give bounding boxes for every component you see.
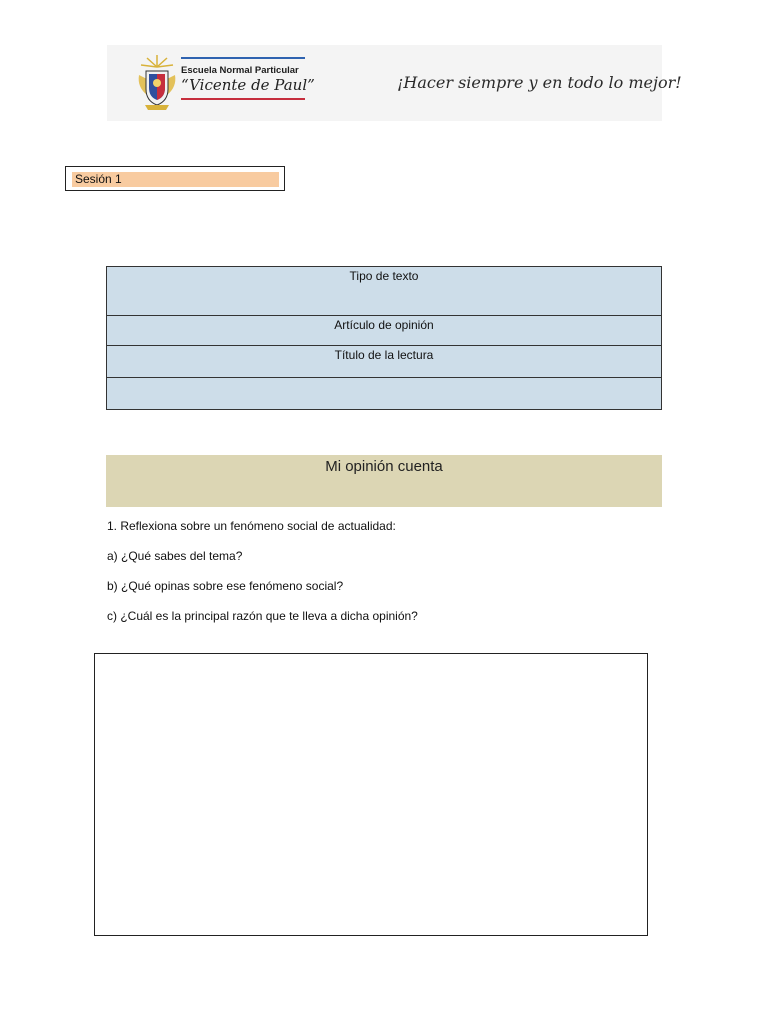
banner-blue-line: [181, 57, 305, 59]
header-banner: [107, 45, 682, 121]
session-box: [65, 166, 285, 191]
school-motto: ¡Hacer siempre y en todo lo mejor!: [397, 73, 682, 92]
table-row: [107, 316, 662, 346]
table-cell-text-type: Tipo de texto: [107, 267, 662, 316]
school-crest-icon: [135, 53, 179, 113]
school-identity: [181, 57, 315, 100]
section-heading: Mi opinión cuenta: [106, 455, 662, 507]
table-row: [107, 346, 662, 378]
table-cell-text-type-value: Artículo de opinión: [107, 316, 662, 346]
session-label: Sesión 1: [72, 172, 279, 187]
reading-info-table: [106, 266, 662, 410]
question-item: b) ¿Qué opinas sobre ese fenómeno social?: [107, 579, 344, 593]
question-item: c) ¿Cuál es la principal razón que te lleva a dicha opinión?: [107, 609, 418, 623]
banner-red-line: [181, 98, 305, 100]
table-row: [107, 267, 662, 316]
question-item: a) ¿Qué sabes del tema?: [107, 549, 243, 563]
table-cell-reading-title-value[interactable]: [107, 378, 662, 410]
school-subtitle: “Vicente de Paul”: [181, 76, 315, 94]
table-cell-reading-title: Título de la lectura: [107, 346, 662, 378]
school-name: Escuela Normal Particular: [181, 65, 299, 76]
question-item: 1. Reflexiona sobre un fenómeno social de actualidad:: [107, 519, 396, 533]
question-list: [107, 519, 667, 639]
table-row: [107, 378, 662, 410]
answer-box[interactable]: [94, 653, 648, 936]
